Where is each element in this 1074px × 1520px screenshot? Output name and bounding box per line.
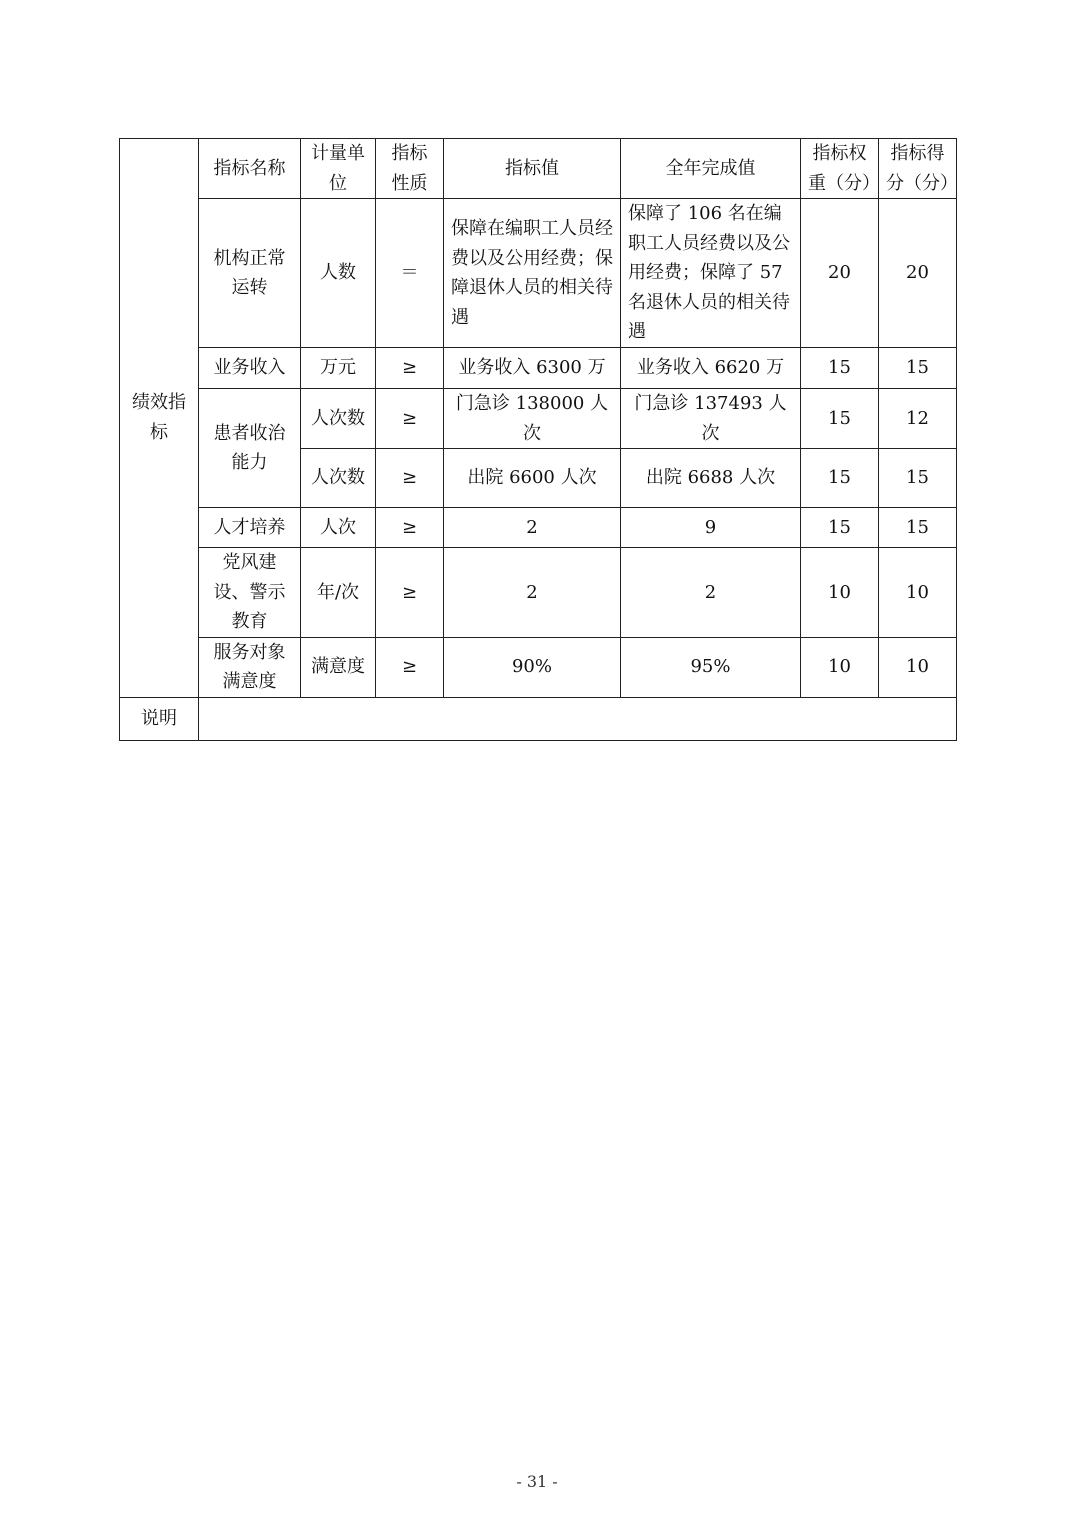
actual-value-cell: 门急诊 137493 人次 bbox=[621, 389, 801, 449]
header-actual-value: 全年完成值 bbox=[621, 139, 801, 199]
actual-value-cell: 出院 6688 人次 bbox=[621, 449, 801, 508]
actual-value-cell: 保障了 106 名在编职工人员经费以及公用经费；保障了 57 名退休人员的相关待遇 bbox=[621, 199, 801, 348]
header-weight: 指标权重（分） bbox=[801, 139, 879, 199]
remark-row bbox=[120, 697, 957, 740]
page-number: - 31 - bbox=[516, 1472, 558, 1491]
remark-value bbox=[199, 697, 957, 740]
header-row bbox=[120, 139, 957, 199]
indicator-name-cell: 业务收入 bbox=[199, 348, 301, 389]
header-score: 指标得分（分） bbox=[879, 139, 957, 199]
score-cell: 15 bbox=[879, 449, 957, 508]
table-row bbox=[120, 389, 957, 449]
indicator-name-cell: 人才培养 bbox=[199, 508, 301, 548]
table-row bbox=[120, 548, 957, 638]
score-cell: 10 bbox=[879, 548, 957, 638]
nature-cell: ＝ bbox=[376, 199, 444, 348]
unit-cell: 人次数 bbox=[301, 389, 376, 449]
score-cell: 15 bbox=[879, 348, 957, 389]
unit-cell: 年/次 bbox=[301, 548, 376, 638]
header-unit: 计量单位 bbox=[301, 139, 376, 199]
target-value-cell: 2 bbox=[444, 548, 621, 638]
target-value-cell: 保障在编职工人员经费以及公用经费；保障退休人员的相关待遇 bbox=[444, 199, 621, 348]
score-cell: 20 bbox=[879, 199, 957, 348]
unit-cell: 万元 bbox=[301, 348, 376, 389]
weight-cell: 15 bbox=[801, 449, 879, 508]
target-value-cell: 2 bbox=[444, 508, 621, 548]
actual-value-cell: 业务收入 6620 万 bbox=[621, 348, 801, 389]
nature-cell: ≥ bbox=[376, 548, 444, 638]
weight-cell: 15 bbox=[801, 508, 879, 548]
category-cell: 绩效指标 bbox=[120, 139, 199, 698]
target-value-cell: 业务收入 6300 万 bbox=[444, 348, 621, 389]
unit-cell: 满意度 bbox=[301, 637, 376, 697]
remark-label: 说明 bbox=[120, 697, 199, 740]
nature-cell: ≥ bbox=[376, 508, 444, 548]
nature-cell: ≥ bbox=[376, 348, 444, 389]
weight-cell: 15 bbox=[801, 389, 879, 449]
score-cell: 12 bbox=[879, 389, 957, 449]
actual-value-cell: 2 bbox=[621, 548, 801, 638]
weight-cell: 15 bbox=[801, 348, 879, 389]
score-cell: 15 bbox=[879, 508, 957, 548]
nature-cell: ≥ bbox=[376, 449, 444, 508]
header-indicator-name: 指标名称 bbox=[199, 139, 301, 199]
header-nature: 指标性质 bbox=[376, 139, 444, 199]
unit-cell: 人次数 bbox=[301, 449, 376, 508]
actual-value-cell: 9 bbox=[621, 508, 801, 548]
weight-cell: 10 bbox=[801, 637, 879, 697]
weight-cell: 20 bbox=[801, 199, 879, 348]
nature-cell: ≥ bbox=[376, 389, 444, 449]
target-value-cell: 出院 6600 人次 bbox=[444, 449, 621, 508]
unit-cell: 人数 bbox=[301, 199, 376, 348]
target-value-cell: 门急诊 138000 人次 bbox=[444, 389, 621, 449]
indicator-name-cell: 机构正常运转 bbox=[199, 199, 301, 348]
actual-value-cell: 95% bbox=[621, 637, 801, 697]
table-row bbox=[120, 348, 957, 389]
performance-indicator-table bbox=[119, 138, 957, 741]
indicator-name-cell: 患者收治能力 bbox=[199, 389, 301, 508]
indicator-name-cell: 党风建设、警示教育 bbox=[199, 548, 301, 638]
target-value-cell: 90% bbox=[444, 637, 621, 697]
score-cell: 10 bbox=[879, 637, 957, 697]
table-row bbox=[120, 199, 957, 348]
nature-cell: ≥ bbox=[376, 637, 444, 697]
unit-cell: 人次 bbox=[301, 508, 376, 548]
indicator-name-cell: 服务对象满意度 bbox=[199, 637, 301, 697]
table-row bbox=[120, 508, 957, 548]
table-row bbox=[120, 637, 957, 697]
weight-cell: 10 bbox=[801, 548, 879, 638]
header-target-value: 指标值 bbox=[444, 139, 621, 199]
